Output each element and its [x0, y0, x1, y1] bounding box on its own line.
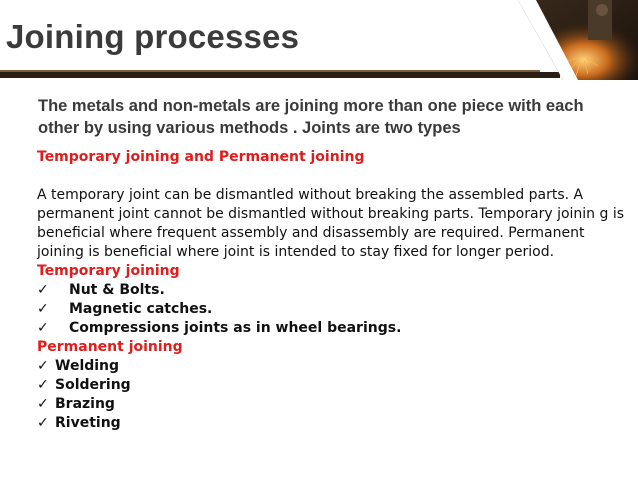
check-icon: ✓ — [37, 377, 49, 393]
list-item-label: Welding — [55, 358, 120, 374]
check-icon: ✓ — [37, 358, 49, 374]
slide-header — [0, 0, 638, 80]
temporary-heading: Temporary joining — [37, 263, 180, 279]
intro-text: The metals and non-metals are joining more than one piece with each other by using various methods . Joints are two types — [38, 97, 584, 137]
description-paragraph: A temporary joint can be dismantled without breaking the assembled parts. A permanent joint cannot be dismantled without breaking parts. Temporary joinin g is beneficial where frequent assembly and disassembly are required. Permanent joining is beneficial where joint is intended to stay fixed for longer period. — [37, 187, 625, 260]
check-icon: ✓ — [37, 396, 49, 412]
list-item-label: Magnetic catches. — [69, 301, 213, 317]
list-item — [37, 319, 627, 338]
list-item — [37, 395, 627, 414]
slide-body — [37, 148, 627, 433]
list-item — [37, 376, 627, 395]
check-icon: ✓ — [37, 282, 49, 298]
list-item-label: Nut & Bolts. — [69, 282, 165, 298]
list-item — [37, 281, 627, 300]
welding-photo — [518, 0, 638, 80]
check-icon: ✓ — [37, 301, 49, 317]
slide-title: Joining processes — [6, 18, 300, 55]
list-item-label: Soldering — [55, 377, 131, 393]
check-icon: ✓ — [37, 320, 49, 336]
list-item — [37, 300, 627, 319]
list-item-label: Riveting — [55, 415, 121, 431]
list-item — [37, 357, 627, 376]
list-item — [37, 414, 627, 433]
joint-types-heading: Temporary joining and Permanent joining — [37, 149, 365, 165]
permanent-list — [37, 357, 627, 433]
list-item-label: Compressions joints as in wheel bearings. — [69, 320, 402, 336]
list-item-label: Brazing — [55, 396, 115, 412]
temporary-list — [37, 281, 627, 338]
spacer — [37, 167, 627, 186]
header-divider — [0, 72, 560, 78]
check-icon: ✓ — [37, 415, 49, 431]
permanent-heading: Permanent joining — [37, 339, 183, 355]
